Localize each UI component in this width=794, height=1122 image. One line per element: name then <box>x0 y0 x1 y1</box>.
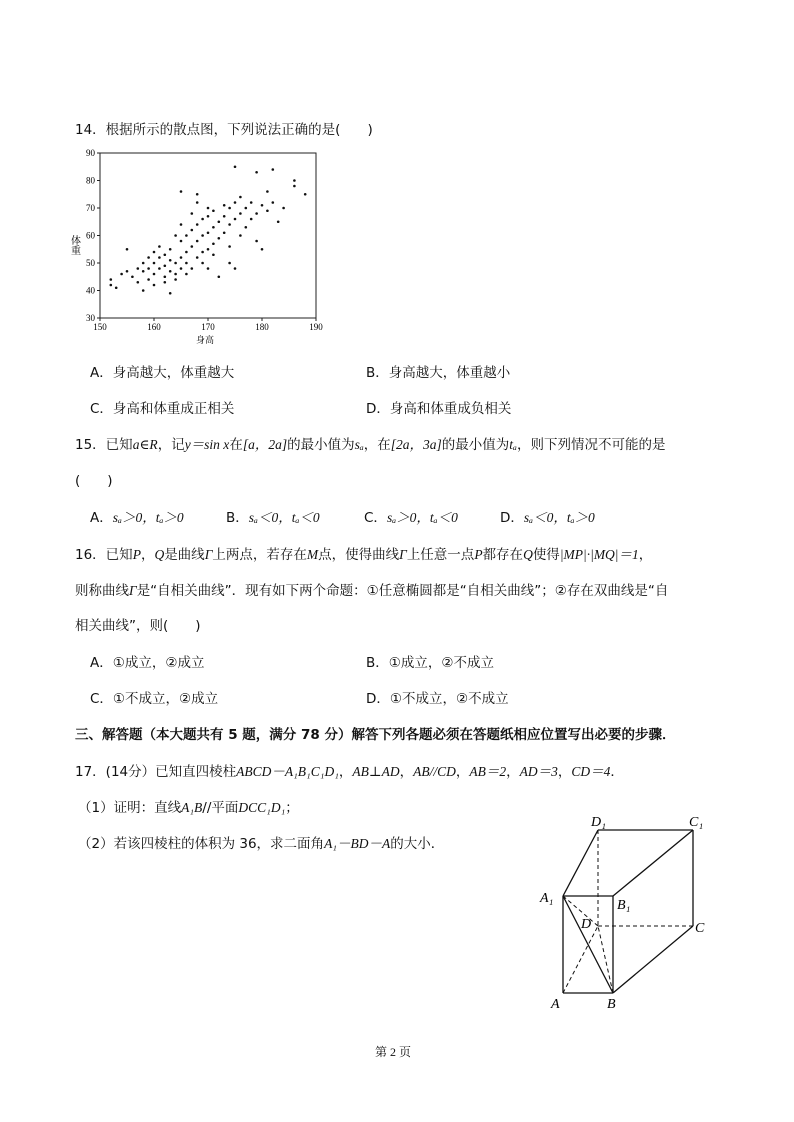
scatter-point <box>304 193 307 196</box>
scatter-point <box>250 218 253 221</box>
xlabel: 身高 <box>196 335 215 345</box>
y-tick-label: 50 <box>86 258 95 268</box>
scatter-point <box>207 215 210 218</box>
edge-ad <box>563 926 598 993</box>
scatter-point <box>169 292 172 295</box>
prism-figure <box>535 808 735 1018</box>
scatter-point <box>131 275 134 278</box>
scatter-point <box>261 248 264 251</box>
scatter-point <box>212 209 215 212</box>
scatter-point <box>110 278 113 281</box>
scatter-point <box>207 207 210 210</box>
q15-option-a: A．sₐ＞0，tₐ＞0 <box>90 510 184 526</box>
scatter-point <box>147 256 150 259</box>
scatter-point <box>115 286 118 289</box>
q14-stem: 14．根据所示的散点图，下列说法正确的是( ) <box>75 122 373 138</box>
scatter-point <box>282 207 285 210</box>
q17-part2: （2）若该四棱柱的体积为 36，求二面角A₁－BD－A的大小． <box>78 836 445 852</box>
scatter-point <box>207 248 210 251</box>
scatter-point <box>218 275 221 278</box>
scatter-point <box>218 220 221 223</box>
label-c1: C₁ <box>689 815 704 830</box>
q15-option-c: C．sₐ＞0，tₐ＜0 <box>364 510 458 526</box>
scatter-point <box>158 267 161 270</box>
scatter-point <box>239 212 242 215</box>
scatter-plot <box>68 145 328 345</box>
scatter-point <box>293 179 296 182</box>
scatter-point <box>169 270 172 273</box>
scatter-point <box>228 207 231 210</box>
scatter-point <box>223 231 226 234</box>
scatter-point <box>142 289 145 292</box>
scatter-point <box>212 242 215 245</box>
q17-stem: 17．(14分）已知直四棱柱ABCD－A₁B₁C₁D₁，AB⊥AD，AB//CD，AB＝2，AD＝3，CD＝4． <box>75 764 624 780</box>
scatter-point <box>120 273 123 276</box>
scatter-point <box>180 256 183 259</box>
q16-line3: 相关曲线”，则( ) <box>75 618 201 634</box>
label-b1: B₁ <box>617 898 631 913</box>
edge-b1c1 <box>613 830 693 896</box>
q16-option-d: D．①不成立，②不成立 <box>366 691 509 707</box>
scatter-point <box>272 168 275 171</box>
scatter-point <box>158 245 161 248</box>
q17-part1: （1）证明：直线A₁B//平面DCC₁D₁； <box>78 800 299 816</box>
scatter-point <box>191 245 194 248</box>
scatter-point <box>153 273 156 276</box>
scatter-point <box>191 212 194 215</box>
scatter-point <box>228 262 231 265</box>
scatter-point <box>196 223 199 226</box>
scatter-point <box>277 220 280 223</box>
q14-option-b: B．身高越大，体重越小 <box>366 365 511 381</box>
scatter-point <box>164 275 167 278</box>
scatter-point <box>185 273 188 276</box>
scatter-point <box>153 251 156 254</box>
y-tick-label: 60 <box>86 230 95 241</box>
scatter-point <box>142 262 145 265</box>
scatter-point <box>164 281 167 284</box>
ylabel: 体重 <box>68 235 80 255</box>
y-tick-label: 90 <box>86 148 95 158</box>
scatter-point <box>234 218 237 221</box>
q16-line2: 则称曲线Γ是“自相关曲线”．现有如下两个命题：①任意椭圆都是“自相关曲线”；②存在双曲线是“自 <box>75 583 669 599</box>
scatter-point <box>245 226 248 229</box>
scatter-point <box>228 223 231 226</box>
q16-option-a: A．①成立，②成立 <box>90 655 205 671</box>
scatter-point <box>293 185 296 188</box>
q16-option-c: C．①不成立，②成立 <box>90 691 219 707</box>
q15-stem: 15．已知a∈R，记y＝sin x在[a，2a]的最小值为sₐ，在[2a，3a]的最小值为tₐ，则下列情况不可能的是 <box>75 437 666 453</box>
scatter-point <box>126 270 129 273</box>
scatter-point <box>207 267 210 270</box>
scatter-point <box>137 267 140 270</box>
scatter-point <box>255 212 258 215</box>
scatter-point <box>207 231 210 234</box>
scatter-point <box>180 267 183 270</box>
scatter-point <box>153 262 156 265</box>
scatter-point <box>174 234 177 237</box>
x-tick-label: 170 <box>201 322 215 332</box>
label-a: A <box>551 997 560 1012</box>
x-tick-label: 190 <box>309 322 323 332</box>
scatter-point <box>218 237 221 240</box>
scatter-point <box>196 240 199 243</box>
label-b: B <box>607 997 616 1012</box>
scatter-point <box>164 253 167 256</box>
edge-bc <box>613 926 693 993</box>
edge-bd <box>598 926 613 993</box>
y-tick-label: 40 <box>86 285 95 296</box>
scatter-point <box>266 190 269 193</box>
q16-option-b: B．①成立，②不成立 <box>366 655 494 671</box>
scatter-point <box>228 245 231 248</box>
scatter-point <box>201 251 204 254</box>
scatter-point <box>196 201 199 204</box>
scatter-point <box>191 267 194 270</box>
y-tick-label: 30 <box>86 313 95 323</box>
scatter-point <box>158 256 161 259</box>
label-d1: D₁ <box>591 815 606 830</box>
scatter-point <box>180 223 183 226</box>
q16-line1: 16．已知P，Q是曲线Γ上两点，若存在M点，使得曲线Γ上任意一点P都存在Q使得|MP|·|MQ|＝1， <box>75 547 653 563</box>
scatter-point <box>174 262 177 265</box>
scatter-point <box>169 259 172 262</box>
scatter-point <box>180 240 183 243</box>
scatter-point <box>126 248 129 251</box>
x-tick-label: 180 <box>255 322 269 332</box>
scatter-point <box>174 278 177 281</box>
scatter-point <box>142 270 145 273</box>
scatter-point <box>255 171 258 174</box>
label-a1: A₁ <box>540 891 554 906</box>
scatter-point <box>110 284 113 287</box>
scatter-point <box>185 234 188 237</box>
scatter-point <box>234 165 237 168</box>
scatter-point <box>147 278 150 281</box>
scatter-point <box>245 207 248 210</box>
q15-option-d: D．sₐ＜0，tₐ＞0 <box>500 510 595 526</box>
scatter-point <box>180 190 183 193</box>
edge-a1d1 <box>563 830 598 896</box>
y-tick-label: 70 <box>86 203 95 213</box>
scatter-point <box>250 201 253 204</box>
scatter-point <box>223 215 226 218</box>
scatter-point <box>201 218 204 221</box>
scatter-point <box>169 248 172 251</box>
scatter-point <box>185 251 188 254</box>
q15-option-b: B．sₐ＜0，tₐ＜0 <box>226 510 320 526</box>
plot-frame <box>100 153 316 318</box>
q15-paren: ( ) <box>75 473 113 489</box>
section-heading: 三、解答题（本大题共有 5 题，满分 78 分）解答下列各题必须在答题纸相应位置写出必要的步骤． <box>75 727 676 743</box>
scatter-point <box>174 273 177 276</box>
scatter-point <box>212 226 215 229</box>
scatter-point <box>234 267 237 270</box>
x-tick-label: 150 <box>93 322 107 332</box>
scatter-point <box>196 256 199 259</box>
scatter-point <box>191 229 194 232</box>
label-c: C <box>695 921 705 936</box>
scatter-point <box>185 262 188 265</box>
q14-option-d: D．身高和体重成负相关 <box>366 401 512 417</box>
scatter-point <box>239 234 242 237</box>
y-tick-label: 80 <box>86 175 95 186</box>
scatter-point <box>164 264 167 267</box>
scatter-point <box>201 262 204 265</box>
x-tick-label: 160 <box>147 322 161 332</box>
label-d: D <box>581 917 592 932</box>
page-footer: 第 2 页 <box>375 1045 412 1059</box>
scatter-point <box>137 281 140 284</box>
scatter-point <box>153 284 156 287</box>
scatter-point <box>212 253 215 256</box>
scatter-point <box>272 201 275 204</box>
scatter-point <box>234 201 237 204</box>
scatter-point <box>223 204 226 207</box>
scatter-point <box>261 204 264 207</box>
scatter-point <box>147 267 150 270</box>
scatter-point <box>196 193 199 196</box>
scatter-point <box>201 234 204 237</box>
q14-option-a: A．身高越大，体重越大 <box>90 365 235 381</box>
scatter-point <box>266 209 269 212</box>
q14-option-c: C．身高和体重成正相关 <box>90 401 235 417</box>
scatter-point <box>255 240 258 243</box>
scatter-point <box>239 196 242 199</box>
